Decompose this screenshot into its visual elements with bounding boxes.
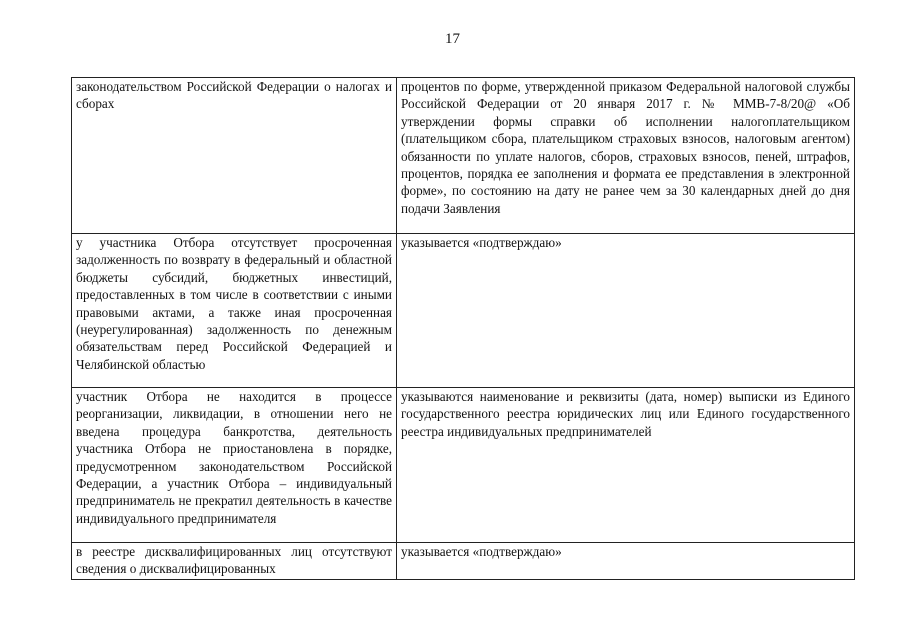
requirement-text: в реестре дисквалифицированных лиц отсутствуют сведения о дисквалифицированных bbox=[76, 544, 392, 577]
requirement-cell bbox=[72, 78, 397, 234]
page-number: 17 bbox=[445, 31, 460, 47]
requirements-table bbox=[71, 77, 855, 580]
table-row bbox=[72, 543, 855, 580]
confirmation-cell bbox=[397, 388, 855, 543]
requirement-cell bbox=[72, 388, 397, 543]
requirement-text: у участника Отбора отсутствует просроченная задолженность по возврату в федеральный и областной бюджеты субсидий, бюджетных инвестиций, предоставленных в том числе в соответствии с иными правовыми актами, а также иная просроченная (неурегулированная) задолженность по денежным обязательствам перед Российской Федерацией и Челябинской областью bbox=[76, 235, 392, 372]
confirmation-cell bbox=[397, 78, 855, 234]
requirement-text: участник Отбора не находится в процессе реорганизации, ликвидации, в отношении него не введена процедура банкротства, деятельность участника Отбора не приостановлена в порядке, предусмотренном законодательством Российской Федерации, а участник Отбора – индивидуальный предприниматель не прекратил деятельность в качестве индивидуального предпринимателя bbox=[76, 389, 392, 526]
table-row bbox=[72, 234, 855, 388]
table-row bbox=[72, 388, 855, 543]
requirement-cell bbox=[72, 543, 397, 580]
confirmation-text: указывается «подтверждаю» bbox=[401, 544, 562, 559]
requirement-cell bbox=[72, 234, 397, 388]
confirmation-text: указывается «подтверждаю» bbox=[401, 235, 562, 250]
confirmation-cell bbox=[397, 543, 855, 580]
confirmation-text: указываются наименование и реквизиты (дата, номер) выписки из Единого государственного реестра юридических лиц или Единого государственного реестра индивидуальных предпринимателей bbox=[401, 389, 850, 439]
requirement-text: законодательством Российской Федерации о налогах и сборах bbox=[76, 79, 392, 112]
confirmation-text: процентов по форме, утвержденной приказом Федеральной налоговой службы Российской Федерации от 20 января 2017 г. № ММВ-7-8/20@ «Об утверждении формы справки об исполнении налогоплательщиком (плательщиком сбора, плательщиком страховых взносов, налоговым агентом) обязанности по уплате налогов, сборов, страховых взносов, пеней, штрафов, процентов, порядка ее заполнения и формата ее представления в электронной форме», по состоянию на дату не ранее чем за 30 календарных дней до дня подачи Заявления bbox=[401, 79, 850, 216]
table-row bbox=[72, 78, 855, 234]
confirmation-cell bbox=[397, 234, 855, 388]
